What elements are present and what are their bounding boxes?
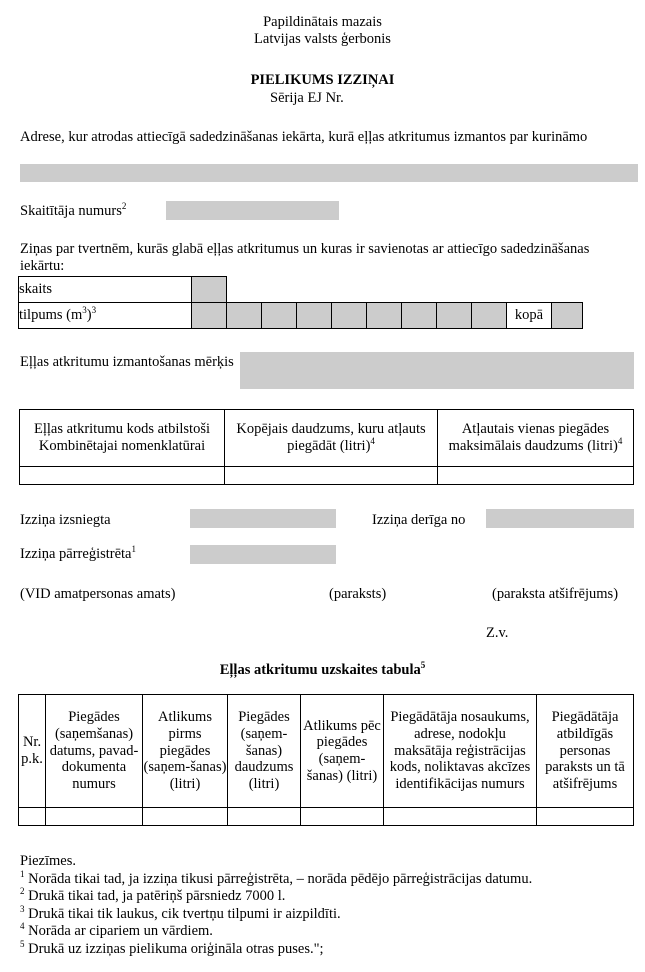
codes-cell[interactable] [20,467,225,485]
tanks-intro: Ziņas par tvertnēm, kurās glabā eļļas atkritumus un kuras ir savienotas ar attiecīgo sadedzināšanas iekārtu: [20,241,590,274]
accounting-col-delivery-amount: Piegādes (saņem-šanas) daudzums (litri) [228,695,301,808]
notes-title: Piezīmes. [20,853,76,869]
note-item: $^3$ Drukā tikai tik laukus, cik tvertņu tilpumi ir aizpildīti. [20,903,341,922]
tank-volume-cell[interactable] [472,303,507,329]
reregistered-label: Izziņa pārreģistrēta$^1$ [20,544,136,562]
accounting-col-responsible: Piegādātāja atbildīgās personas paraksts un tā atšifrējums [537,695,634,808]
accounting-data-row [19,808,634,826]
issued-label: Izziņa izsniegta [20,512,111,528]
meter-field[interactable] [166,201,339,220]
reregistered-field[interactable] [190,545,336,564]
tank-volume-cell[interactable] [227,303,262,329]
accounting-header-row [19,695,634,808]
tanks-count-label: skaits [19,277,192,303]
issued-field[interactable] [190,509,336,528]
accounting-cell[interactable] [537,808,634,826]
accounting-cell[interactable] [143,808,228,826]
accounting-title: Eļļas atkritumu uzskaites tabula$^5$ [219,660,426,678]
seal-mark: Z.v. [486,625,509,641]
series-number: Sērija EJ Nr. [270,90,344,106]
tanks-count-cell[interactable] [192,277,227,303]
tank-volume-cell[interactable] [367,303,402,329]
valid-label: Izziņa derīga no [372,512,466,528]
codes-cell[interactable] [225,467,438,485]
accounting-cell[interactable] [301,808,384,826]
tank-volume-cell[interactable] [192,303,227,329]
accounting-col-balance-before: Atlikums pirms piegādes (saņem-šanas) (litri) [143,695,228,808]
address-field[interactable] [20,164,638,182]
codes-col-max: Atļautais vienas piegādes maksimālais daudzums (litri)$^4$ [438,410,634,467]
codes-col-code: Eļļas atkritumu kods atbilstoši Kombinētajai nomenklatūrai [20,410,225,467]
accounting-cell[interactable] [384,808,537,826]
codes-cell[interactable] [438,467,634,485]
purpose-label: Eļļas atkritumu izmantošanas mērķis [20,354,234,370]
tank-volume-cell[interactable] [297,303,332,329]
notes [20,853,640,958]
coat-of-arms-line1: Papildinātais mazais [263,14,382,30]
codes-data-row [20,467,634,485]
address-label: Adrese, kur atrodas attiecīgā sadedzināšanas iekārta, kurā eļļas atkritumus izmantos par kurināmo [20,129,588,145]
tank-volume-cell[interactable] [437,303,472,329]
note-item: $^5$ Drukā uz izziņas pielikuma oriģināla otras puses."; [20,938,324,957]
official-position-caption: (VID amatpersonas amats) [20,586,176,602]
accounting-cell[interactable] [46,808,143,826]
tanks-count-row [19,277,583,303]
note-item: $^2$ Drukā tikai tad, ja patēriņš pārsniedz 7000 l. [20,886,286,904]
accounting-table [18,694,634,826]
coat-of-arms-line2: Latvijas valsts ģerbonis [254,30,391,47]
note-item: $^4$ Norāda ar cipariem un vārdiem. [20,921,213,939]
accounting-col-supplier: Piegādātāja nosaukums, adrese, nodokļu maksātāja reģistrācijas kods, noliktavas akcīzes identifikācijas numurs [384,695,537,808]
note-item: $^1$ Norāda tikai tad, ja izziņa tikusi pārreģistrēta, – norāda pēdējo pārreģistrācijas datumu. [20,868,533,887]
valid-field[interactable] [486,509,634,528]
page-title: PIELIKUMS IZZIŅAI [250,72,395,88]
tank-volume-cell[interactable] [262,303,297,329]
accounting-col-balance-after: Atlikums pēc piegādes (saņem-šanas) (litri) [301,695,384,808]
tank-volume-cell[interactable] [332,303,367,329]
tank-volume-cell[interactable] [402,303,437,329]
accounting-cell[interactable] [228,808,301,826]
accounting-col-delivery-date: Piegādes (saņemšanas) datums, pavad-dokumenta numurs [46,695,143,808]
tanks-volume-label: tilpums $(m^3)^3$ [19,303,192,329]
codes-header-row [20,410,634,467]
codes-table [19,409,634,485]
accounting-col-nr: Nr. p.k. [19,695,46,808]
accounting-cell[interactable] [19,808,46,826]
meter-label: Skaitītāja numurs$^2$ [20,201,127,219]
header [0,14,645,47]
signature-decoding-caption: (paraksta atšifrējums) [492,586,619,602]
signature-caption: (paraksts) [329,586,387,602]
codes-col-total: Kopējais daudzums, kuru atļauts piegādāt (litri)$^4$ [225,410,438,467]
tanks-volume-row [19,303,583,329]
tanks-total-cell[interactable] [552,303,583,329]
tanks-total-label: kopā [507,303,552,329]
tanks-table [18,276,583,329]
purpose-field[interactable] [240,352,634,389]
